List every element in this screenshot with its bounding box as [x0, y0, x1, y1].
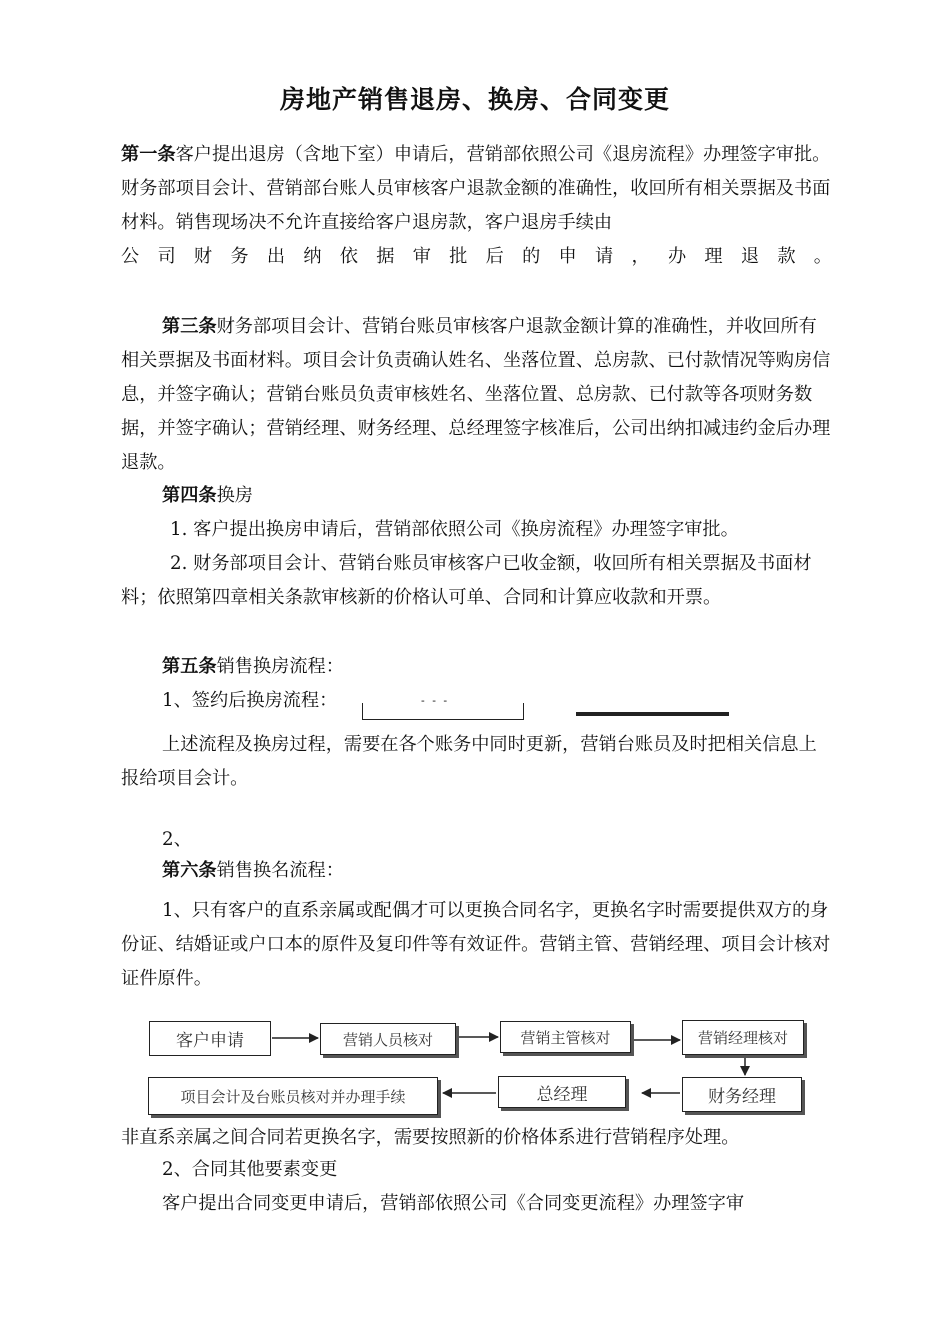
article-3-text: 财务部项目会计、营销台账员审核客户退款金额计算的准确性，并收回所有相关票据及书面材料。项目会计负责确认姓名、坐落位置、总房款、已付款情况等购房信息，并签字确认；营销台账员负责审核姓名、坐落位置、总房款、已付款等各项财务数据，并签字确认；营销经理、财务经理、总经理签字核准后，公司出纳扣减违约金后办理退款。	[121, 316, 831, 473]
page-title: 房地产销售退房、换房、合同变更	[279, 85, 670, 114]
article-6-title: 销售换名流程：	[216, 860, 344, 881]
flow-sales-check: 营销人员核对	[320, 1023, 456, 1055]
article-1-text: 客户提出退房（含地下室）申请后，营销部依照公司《退房流程》办理签字审批。财务部项目会计、营销部台账人员审核客户退款金额的准确性，收回所有相关票据及书面材料。销售现场决不允许直接给客户退房款，客户退房手续由	[121, 144, 831, 233]
flow-finance-manager: 财务经理	[682, 1077, 802, 1112]
flow-final: 项目会计及台账员核对并办理手续	[148, 1077, 438, 1115]
article-4-item-1: 1. 客户提出换房申请后，营销部依照公司《换房流程》办理签字审批。	[170, 519, 739, 540]
article-4-label: 第四条	[162, 485, 217, 506]
article-1-label: 第一条	[121, 144, 176, 165]
article-4-item-2-rest: 书面材料；依照第四章相关条款审核新的价格认可单、合同和计算应收款和开票。	[121, 553, 812, 608]
flow-manager-check: 营销经理核对	[682, 1020, 804, 1055]
article-5-title: 销售换房流程：	[216, 656, 344, 677]
article-6-label: 第六条	[162, 860, 217, 881]
article-4-item-2-first: 2. 财务部项目会计、营销台账员审核客户已收金额，收回所有相关票据及	[170, 553, 757, 574]
flow-general-manager: 总经理	[498, 1076, 626, 1108]
flow-fragment-text: - - -	[421, 694, 450, 707]
article-5-note: 上述流程及换房过程，需要在各个账务中同时更新，营销台账员及时把相关信息上报给项目会计。	[121, 734, 817, 789]
article-5-item-2: 2、	[162, 829, 192, 850]
article-1-last-line: 公司财务出纳依据审批后的申请，办理退款。	[121, 246, 832, 267]
flow-apply: 客户申请	[149, 1021, 271, 1056]
article-6-note: 非直系亲属之间合同若更换名字，需要按照新的价格体系进行营销程序处理。	[121, 1127, 740, 1148]
flow-supervisor-check: 营销主管核对	[500, 1021, 631, 1053]
article-6-item-2: 2、合同其他要素变更	[162, 1159, 338, 1180]
article-3-label: 第三条	[162, 316, 217, 337]
article-5-label: 第五条	[162, 656, 217, 677]
article-4-title: 换房	[216, 485, 253, 506]
article-5-item-1: 1、签约后换房流程：	[162, 690, 338, 711]
article-6-item-1: 1、只有客户的直系亲属或配偶才可以更换合同名字，更换名字时需要提供双方的身份证、结婚证或户口本的原件及复印件等有效证件。营销主管、营销经理、项目会计核对证件原件。	[121, 900, 831, 989]
article-6-item-2-text: 客户提出合同变更申请后，营销部依照公司《合同变更流程》办理签字审	[162, 1193, 745, 1214]
